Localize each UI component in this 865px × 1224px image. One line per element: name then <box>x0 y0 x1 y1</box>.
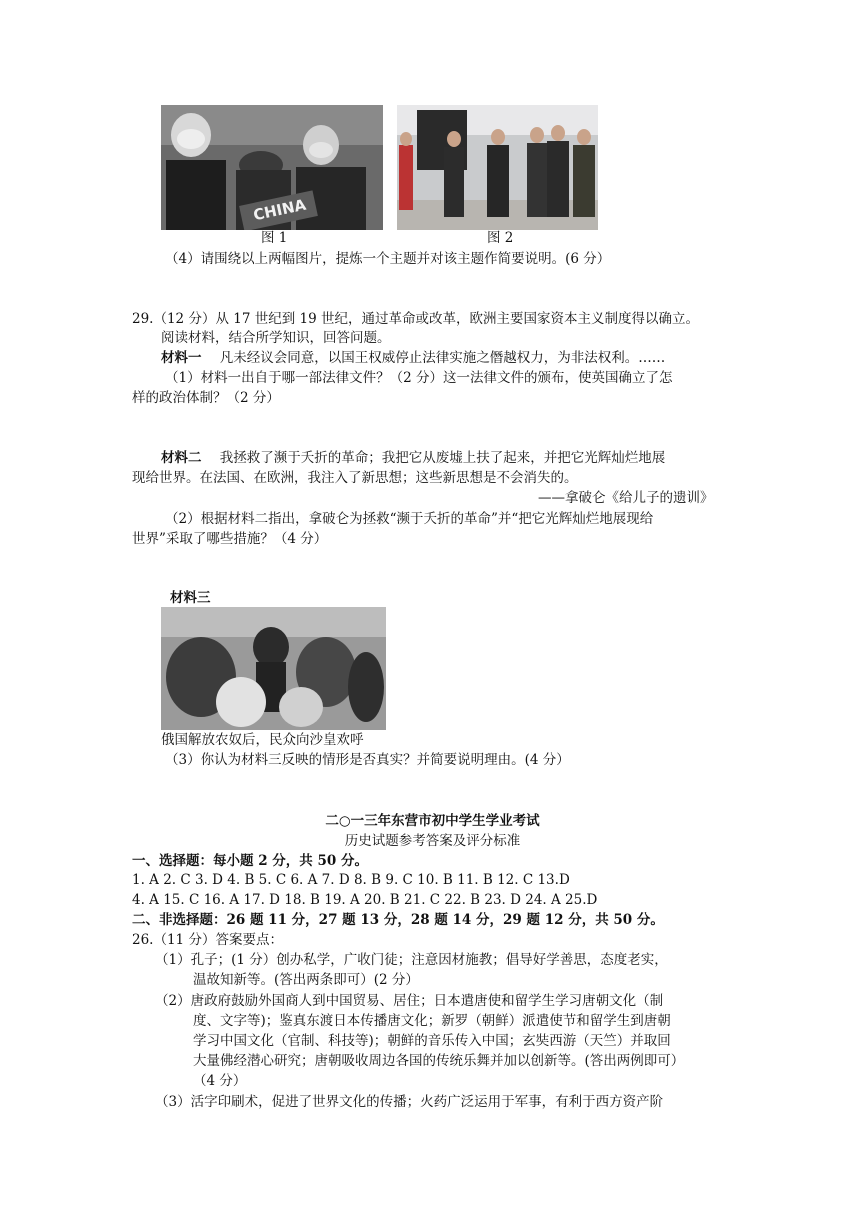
section-2-heading: 二、非选择题：26 题 11 分，27 题 13 分，28 题 14 分，29 题 12 分，共 50 分。 <box>132 912 664 928</box>
q29-3-text: （3）你认为材料三反映的情形是否真实？并简要说明理由。(4 分） <box>165 752 570 768</box>
q26-heading: 26.（11 分）答案要点： <box>132 932 283 948</box>
section-1-heading: 一、选择题：每小题 2 分，共 50 分。 <box>132 853 368 869</box>
material-1-text: 凡未经议会同意，以国王权威停止法律实施之僭越权力，为非法权利。…… <box>219 350 666 366</box>
answer-key-subtitle: 历史试题参考答案及评分标准 <box>344 833 521 849</box>
answer-2-line-4: 大量佛经潜心研究；唐朝吸收周边各国的传统乐舞并加以创新等。(答出两例即可） <box>193 1053 685 1069</box>
answer-2-line-2: 度、文字等)；鉴真东渡日本传播唐文化；新罗（朝鲜）派遣使节和留学生到唐朝 <box>193 1013 671 1029</box>
material-2-source: ——拿破仑《给儿子的遗训》 <box>538 490 714 506</box>
material-3-label: 材料三 <box>170 590 211 606</box>
q29-2-line-1: （2）根据材料二指出，拿破仑为拯救“濒于夭折的革命”并“把它光辉灿烂地展现给 <box>165 511 654 527</box>
q29-1-line-2: 样的政治体制？（2 分） <box>132 390 280 406</box>
answer-3-line-1: （3）活字印刷术，促进了世界文化的传播；火药广泛运用于军事，有利于西方资产阶 <box>155 1094 664 1110</box>
figure-2-caption: 图 2 <box>487 230 514 246</box>
answer-2-line-3: 学习中国文化（官制、科技等)；朝鲜的音乐传入中国；玄奘西游（天竺）并取回 <box>193 1033 671 1049</box>
figure-1-plaque-text: CHINA <box>251 195 308 225</box>
answer-2-line-5: （4 分） <box>193 1073 247 1089</box>
material-2-line-2: 现给世界。在法国、在欧洲，我注入了新思想；这些新思想是不会消失的。 <box>132 470 578 486</box>
choice-answers-row-1: 1. A 2. C 3. D 4. B 5. C 6. A 7. D 8. B 9. C 10. B 11. B 12. C 13.D <box>132 872 570 888</box>
figure-2-photo <box>397 105 598 230</box>
answer-1-line-2: 温故知新等。(答出两条即可）(2 分） <box>193 972 419 988</box>
q29-intro-line-1: 29.（12 分）从 17 世纪到 19 世纪，通过革命或改革，欧洲主要国家资本主义制度得以确立。 <box>132 311 699 327</box>
answer-1-line-1: （1）孔子；(1 分）创办私学，广收门徒；注意因材施教；倡导好学善思，态度老实， <box>155 952 668 968</box>
q29-intro-line-2: 阅读材料，结合所学知识，回答问题。 <box>161 330 391 346</box>
choice-answers-row-2: 4. A 15. C 16. A 17. D 18. B 19. A 20. B 21. C 22. B 23. D 24. A 25.D <box>132 892 598 908</box>
answer-key-title: 二○一三年东营市初中学生学业考试 <box>325 813 540 829</box>
material-2-label: 材料二 <box>161 450 202 466</box>
figure-1-photo <box>161 105 383 230</box>
material-3-caption: 俄国解放农奴后，民众向沙皇欢呼 <box>161 732 364 748</box>
figure-2-illustration <box>397 105 598 230</box>
material-3-engraving <box>161 607 386 730</box>
q28-4-text: （4）请围绕以上两幅图片，提炼一个主题并对该主题作简要说明。(6 分） <box>165 251 611 267</box>
q29-2-line-2: 世界”采取了哪些措施？（4 分） <box>132 531 328 547</box>
answer-2-line-1: （2）唐政府鼓励外国商人到中国贸易、居住；日本遣唐使和留学生学习唐朝文化（制 <box>155 993 664 1009</box>
material-3-illustration <box>161 607 386 730</box>
q29-1-line-1: （1）材料一出自于哪一部法律文件？（2 分）这一法律文件的颁布，使英国确立了怎 <box>165 370 673 386</box>
material-1-line <box>161 348 665 368</box>
material-2-text-1: 我拯救了濒于夭折的革命；我把它从废墟上扶了起来，并把它光辉灿烂地展 <box>219 450 666 466</box>
material-1-label: 材料一 <box>161 350 202 366</box>
material-2-line-1 <box>161 448 665 468</box>
figure-1-caption: 图 1 <box>261 230 288 246</box>
